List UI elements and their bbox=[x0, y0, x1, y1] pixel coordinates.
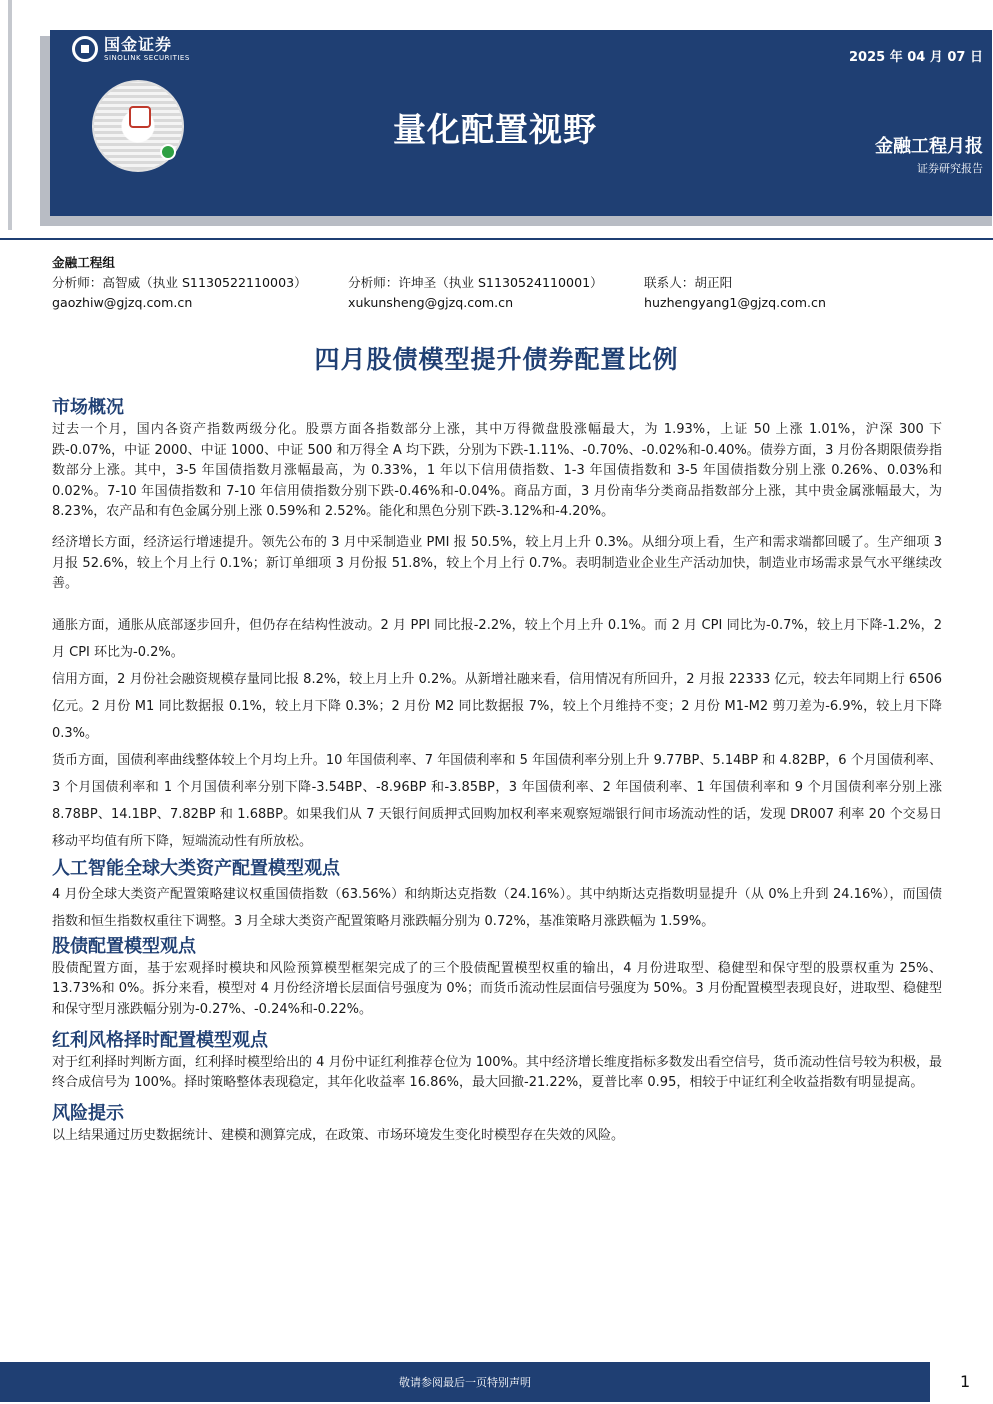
section-heading-risk: 风险提示 bbox=[52, 1102, 124, 1124]
banner-title: 量化配置视野 bbox=[393, 110, 597, 149]
author-names-row bbox=[52, 273, 826, 293]
team-name: 金融工程组 bbox=[52, 255, 115, 270]
analyst-2: 分析师：许坤圣（执业 S1130524110001） bbox=[348, 275, 603, 290]
analyst-1-email[interactable]: gaozhiw@gjzq.com.cn bbox=[52, 295, 193, 310]
header-divider bbox=[0, 238, 993, 240]
market-paragraph-1: 过去一个月，国内各资产指数两级分化。股票方面各指数部分上涨，其中万得微盘股涨幅最大，为 1.93%，上证 50 上涨 1.01%，沪深 300 下跌-0.07%，中证 2000、中证 1000、中证 500 和万得全 A 均下跌，分别为下跌-1.11%、-0.70%、-0.02%和-0.40%。债券方面，3 月份各期限债券指数部分上涨。其中，3-5 年国债指数月涨幅最高，为 0.33%，1 年以下信用债指数、1-3 年国债指数和 3-5 年国债指数分别上涨 0.26%、0.03%和 0.02%。7-10 年国债指数和 7-10 年信用债指数分别下跌-0.46%和-0.04%。商品方面，3 月份南华分类商品指数部分上涨，其中贵金属涨幅最大，为 8.23%，农产品和有色金属分别上涨 0.59%和 2.52%。能化和黑色分别下跌-3.12%和-4.20%。 bbox=[52, 422, 942, 520]
report-date: 2025 年 04 月 07 日 bbox=[849, 50, 983, 65]
report-subtype: 证券研究报告 bbox=[917, 162, 983, 175]
page-number: 1 bbox=[960, 1372, 971, 1391]
stockbond-paragraph: 股债配置方面，基于宏观择时模块和风险预算模型框架完成了的三个股债配置模型权重的输出，4 月份进取型、稳健型和保守型的股票权重为 25%、13.73%和 0%。拆分来看，模型对 4 月份经济增长层面信号强度为 0%；而货币流动性层面信号强度为 50%。3 月份配置模型表现良好，进取型、稳健型和保守型月涨跌幅分别为-0.27%、-0.24%和-0.22%。 bbox=[52, 960, 942, 1017]
risk-paragraph: 以上结果通过历史数据统计、建模和测算完成，在政策、市场环境发生变化时模型存在失效的风险。 bbox=[52, 1127, 625, 1143]
section-heading-market: 市场概况 bbox=[52, 397, 124, 418]
banner-frame bbox=[8, 0, 12, 230]
report-body bbox=[52, 396, 942, 1146]
market-paragraph-2: 经济增长方面，经济运行增速提升。领先公布的 3 月中采制造业 PMI 报 50.5%，较上月上升 0.3%。从细分项上看，生产和需求端都回暖了。生产细项 3 月报 52.6%，较上个月上行 0.1%；新订单细项 3 月份报 51.8%，较上个月上行 0.7%。表明制造业企业生产活动加快，制造业市场需求景气水平继续改善。 bbox=[52, 534, 942, 592]
logo-icon bbox=[72, 36, 98, 62]
section-heading-ai: 人工智能全球大类资产配置模型观点 bbox=[52, 857, 340, 879]
company-logo bbox=[72, 36, 190, 62]
dividend-paragraph: 对于红利择时判断方面，红利择时模型给出的 4 月份中证红利推荐仓位为 100%。其中经济增长维度指标多数发出看空信号，货币流动性信号较为积极，最终合成信号为 100%。择时策略整体表现稳定，其年化收益率 16.86%，最大回撤-21.22%，夏普比率 0.95，相较于中证红利全收益指数有明显提高。 bbox=[52, 1054, 942, 1091]
analyst-1: 分析师：高智威（执业 S1130522110003） bbox=[52, 275, 307, 290]
market-paragraph-4: 信用方面，2 月份社会融资规模存量同比报 8.2%，较上月上升 0.2%。从新增社融来看，信用情况有所回升，2 月报 22333 亿元，较去年同期上行 6506 亿元。2 月份 M1 同比数据报 0.1%，较上月下降 0.3%；2 月份 M2 同比数据报 7%，较上个月维持不变；2 月份 M1-M2 剪刀差为-6.9%，较上月下降 0.3%。 bbox=[52, 671, 942, 741]
market-paragraph-5: 货币方面，国债利率曲线整体较上个月均上升。10 年国债利率、7 年国债利率和 5 年国债利率分别上升 9.77BP、5.14BP 和 4.82BP，6 个月国债利率、3 个月国债利率和 1 个月国债利率分别下降-3.54BP、-8.96BP 和-3.85BP，3 年国债利率、2 年国债利率、1 年国债利率和 9 个月国债利率分别上涨 8.78BP、14.1BP、7.82BP 和 1.68BP。如果我们从 7 天银行间质押式回购加权利率来观察短端银行间市场流动性的话，发现 DR007 利率 20 个交易日移动平均值有所下降，短端流动性有所放松。 bbox=[52, 752, 942, 849]
logo-en-text: SINOLINK SECURITIES bbox=[104, 53, 190, 62]
mini-program-badge-icon bbox=[160, 144, 176, 160]
section-heading-stockbond: 股债配置模型观点 bbox=[52, 935, 196, 957]
report-type: 金融工程月报 bbox=[875, 136, 983, 157]
footer-disclaimer: 敬请参阅最后一页特别声明 bbox=[399, 1376, 531, 1389]
report-title: 四月股债模型提升债券配置比例 bbox=[314, 345, 679, 374]
contact-person: 联系人：胡正阳 bbox=[644, 275, 733, 290]
contact-email[interactable]: huzhengyang1@gjzq.com.cn bbox=[644, 295, 826, 310]
analyst-2-email[interactable]: xukunsheng@gjzq.com.cn bbox=[348, 295, 514, 310]
author-block bbox=[52, 253, 826, 313]
qr-center-logo bbox=[129, 106, 151, 128]
section-heading-dividend: 红利风格择时配置模型观点 bbox=[52, 1029, 268, 1051]
author-emails-row bbox=[52, 293, 826, 313]
qr-code-icon bbox=[92, 80, 184, 172]
ai-paragraph: 4 月份全球大类资产配置策略建议权重国债指数（63.56%）和纳斯达克指数（24.16%）。其中纳斯达克指数明显提升（从 0%上升到 24.16%），而国债指数和恒生指数权重往下调整。3 月全球大类资产配置策略月涨跌幅分别为 0.72%，基准策略月涨跌幅为 1.59%。 bbox=[52, 886, 942, 929]
logo-cn-text: 国金证券 bbox=[104, 34, 173, 54]
market-paragraph-3: 通胀方面，通胀从底部逐步回升，但仍存在结构性波动。2 月 PPI 同比报-2.2%，较上个月上升 0.1%。而 2 月 CPI 同比为-0.7%，较上月下降-1.2%，2 月 CPI 环比为-0.2%。 bbox=[52, 617, 942, 660]
